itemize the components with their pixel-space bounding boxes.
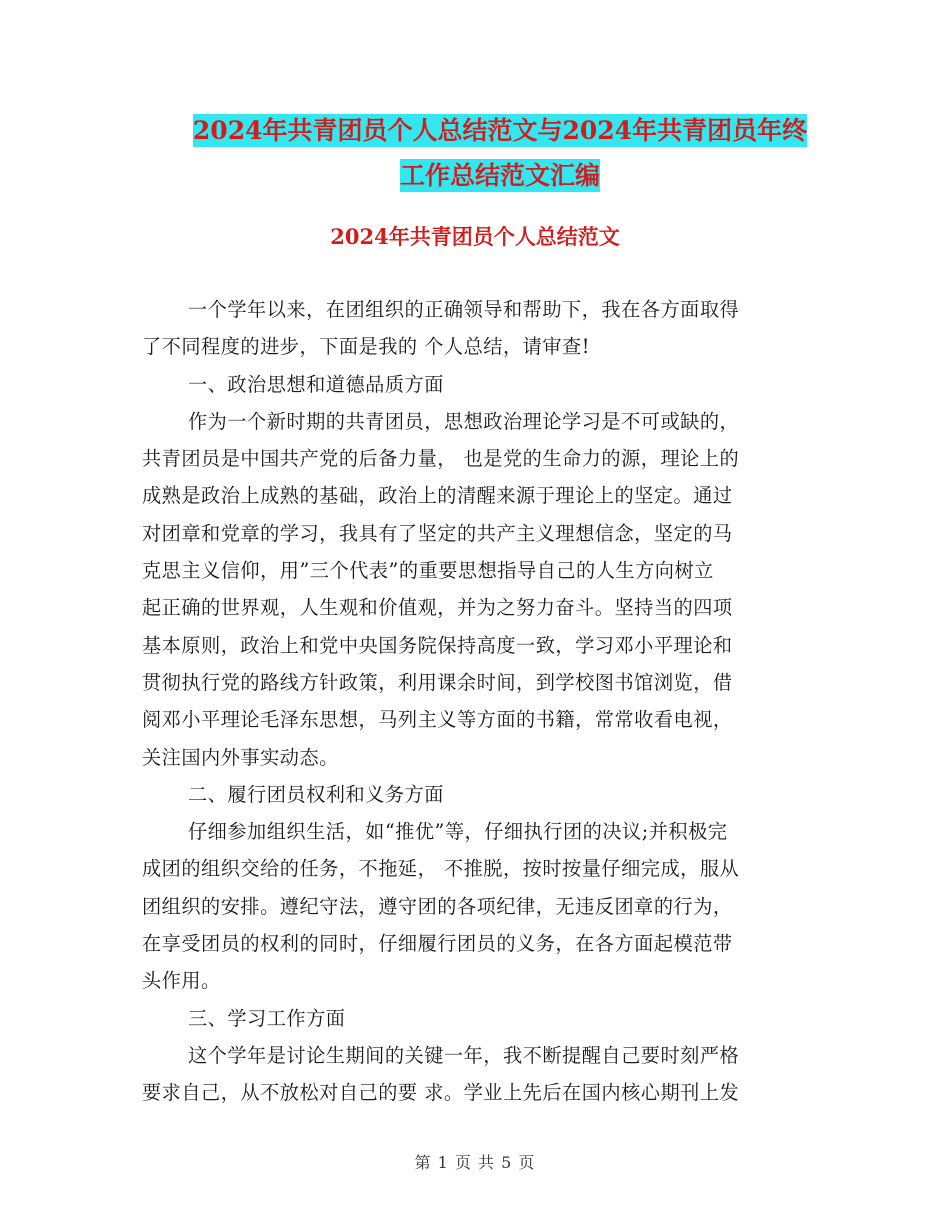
body-line: 对团章和党章的学习，我具有了坚定的共产主义理想信念，坚定的马 xyxy=(142,521,733,545)
body-line: 共青团员是中国共产党的后备力量， 也是党的生命力的源，理论上的 xyxy=(142,447,740,471)
body-line: 克思主义信仰，用”三个代表”的重要思想指导自己的人生方向树立 xyxy=(142,559,714,583)
body-line: 在享受团员的权利的同时，仔细履行团员的义务，在各方面起模范带 xyxy=(142,932,733,956)
body-line: 成熟是政治上成熟的基础，政治上的清醒来源于理论上的坚定。通过 xyxy=(142,484,733,508)
document-title-text-2: 工作总结范文汇编 xyxy=(399,161,600,190)
body-line: 一、政治思想和道德品质方面 xyxy=(188,372,444,396)
body-line: 这个学年是讨论生期间的关键一年，我不断提醒自己要时刻严格 xyxy=(188,1043,740,1067)
body-line: 头作用。 xyxy=(142,969,221,993)
document-title-line-2 xyxy=(100,155,900,197)
document-title-text-1: 2024年共青团员个人总结范文与2024年共青团员年终 xyxy=(192,116,808,145)
body-line: 团组织的安排。遵纪守法，遵守团的各项纪律，无违反团章的行为， xyxy=(142,894,733,918)
body-line: 基本原则，政治上和党中央国务院保持高度一致，学习邓小平理论和 xyxy=(142,633,733,657)
section-title: 2024年共青团员个人总结范文 xyxy=(330,224,620,249)
body-line: 三、学习工作方面 xyxy=(188,1006,346,1030)
page-footer: 第 1 页 共 5 页 xyxy=(414,1153,536,1172)
document-title-line-1 xyxy=(100,110,900,152)
body-line: 成团的组织交给的任务，不拖延， 不推脱，按时按量仔细完成，服从 xyxy=(142,857,740,881)
body-line: 作为一个新时期的共青团员，思想政治理论学习是不可或缺的， xyxy=(188,409,740,433)
body-line: 贯彻执行党的路线方针政策，利用课余时间，到学校图书馆浏览，借 xyxy=(142,670,733,694)
body-text xyxy=(142,291,812,1112)
body-line: 关注国内外事实动态。 xyxy=(142,745,339,769)
body-line: 仔细参加组织生活，如“推优”等，仔细执行团的决议;并积极完 xyxy=(188,820,728,844)
body-line: 阅邓小平理论毛泽东思想，马列主义等方面的书籍，常常收看电视， xyxy=(142,708,733,732)
body-line: 一个学年以来，在团组织的正确领导和帮助下，我在各方面取得 xyxy=(188,298,740,321)
body-line: 要求自己，从不放松对自己的要 求。学业上先后在国内核心期刊上发 xyxy=(142,1081,740,1105)
body-line: 二、履行团员权利和义务方面 xyxy=(188,782,444,806)
body-line: 起正确的世界观，人生观和价值观，并为之努力奋斗。坚持当的四项 xyxy=(142,596,733,620)
body-line: 了不同程度的进步，下面是我的 个人总结，请审查! xyxy=(142,335,590,359)
